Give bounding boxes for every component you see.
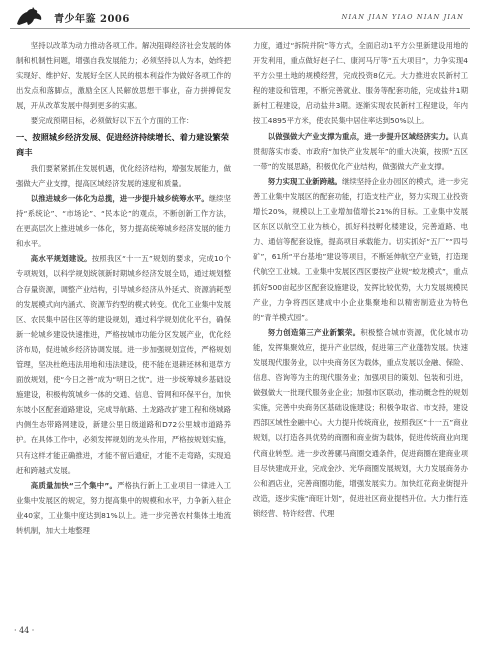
paragraph: 坚持以改革为动力推动各项工作。解决阻碍经济社会发展的体制和机制性问题，增强自我发展能力；必须坚持以人为本，始终把实现好、维护好、发展好全区人民的根本利益作为做好各项工作的出发点和落脚点，激励全区人民解放思想干事业，奋力拼搏促发展，开从改革发展中得到更多的实惠。 <box>16 41 231 111</box>
paragraph-with-lead <box>253 129 468 174</box>
paragraph-lead: 高水平规划建设。 <box>30 254 92 264</box>
paragraph-with-lead <box>16 191 231 251</box>
section-heading: 一、按照城乡经济发展、促进经济持续增长、着力建设繁荣商丰 <box>16 131 229 157</box>
horse-logo-icon <box>14 7 48 27</box>
header-pinyin: NIAN JIAN YIAO NIAN JIAN <box>341 13 464 21</box>
paragraph-body: 积极整合城市资源，优化城市功能，发挥集聚效应，提升产业层级，促进第三产业蓬勃发展。快速发展现代服务业，以中央商务区为载体，重点发展以金融、保险、信息、咨询等为主的现代服务业；加强项目的策划、包装和引进，做强做大一批现代服务业企业；加强市区联动，推动概念性的规划实施，完善中央商务区基础设施建设；积极争取省、市支持，建设西部区域性金融中心。大力提升传统商业，按照我区“十一五”商业规划，以打造各具优势的商圈和商业街为载体，促进传统商业向现代商业转型。进一步改善骡马商圈交通条件，促进商圈在建商业项目尽快建成开业，完成金沙、光华商圈发展规划，大力发展商务办公和酒店业，完善商圈功能，增强发展实力。加快红花商业街提升改造，逐步实施“商旺计划”，促进社区商业提档升位。大力推行连锁经营、特许经营、代理 <box>253 327 468 518</box>
paragraph-lead: 高质量加快“三个集中”。 <box>30 480 118 490</box>
paragraph-body: 按照我区“十一五”规划的要求，完成10个专项规划，以科学规划统领新时期城乡经济发展全局，通过规划整合存量资源，调整产业结构，引导城乡经济从外延式、资源消耗型的发展模式向内涵式、资源节约型的模式转变。优化工业集中发展区、农民集中居住区等的建设规划，通过科学规划优化平台，确保新一轮城乡建设快速推进，严格按城市功能分区发展产业，优化经济布局，促进城乡经济协调发展。进一步加强规划宣传，严格规划管理，坚决杜绝违法用地和违法建设，使不能在退耕还林和退草方面放规划，使“今日之善”成为“明日之忧”。进一步统筹城乡基础设施建设，积极构筑城乡一体的交通、信息、管网和环保平台，加快东坡小区配套道路建设，完成导航路、土龙路改扩建工程和绕城路内侧生态带路网建设，新建公里日级道路和D72公里城市道路养护。在具体工作中，必须发挥规划的龙头作用，严格按规划实施，只有这样才能正确推进，才能不留后遗症，才能不走弯路，实现追赶和跨越式发展。 <box>16 254 231 475</box>
page-header <box>10 6 470 29</box>
paragraph-lead: 努力创造第三产业新繁荣。 <box>267 327 361 337</box>
left-column <box>16 38 231 628</box>
paragraph-lead: 努力实现工业新跨越。 <box>267 176 342 186</box>
paragraph: 力度，通过“拆院并院”等方式，全面启动1平方公里新建设用地的开发利用，重点做好赵子仁、康河马厅等“五大项目”，力争实现4平方公里土地的规模经营，完成投资8亿元。大力推进农民新村工程的建设和管理，不断完善就业、服务等配套功能，完成盐井1期新村工程建设，启动盐井3期。逐渐实现农民新村工程建设，年内按工4895平方米，使农民集中居住率达到50%以上。 <box>253 41 468 126</box>
paragraph-with-lead <box>16 251 231 477</box>
paragraph-body: 继续坚持企业办园区的模式，进一步完善工业集中发展区的配套功能，打造支柱产业，努力实现工业投资增长20%，规模以上工业增加值增长21%的目标。工业集中发展区东区以航空工业为核心，抓好科技孵化楼建设，完善道路、电力、通信等配套设施，提高项目承载能力。切实抓好“五厂”“四号矿”，61所“平台基地”建设等项目，不断延伸航空产业链，打造现代航空工业城。工业集中发展区西区要按产业规“蛟龙模式”，重点抓好500亩起步区配套设施建设，发挥比较优势，大力发展规模民产业，力争将西区建成中小企业集聚地和以精密制造业为特色的“青羊模式园”。 <box>253 176 468 322</box>
paragraph: 我们要紧紧抓住发展机遇，优化经济结构，增强发展能力，做强做大产业支撑，提高区域经济发展的速度和质量。 <box>16 163 231 188</box>
paragraph-body: 继续坚持“系统论”、“市场论”、“民本论”的观点，不断创新工作方法，在更高层次上推进城乡一体化，努力提高统筹城乡经济发展的能力和水平。 <box>16 193 231 249</box>
paragraph-lead: 以推进城乡一体化为总揽，进一步提升城乡统筹水平。 <box>30 193 209 203</box>
paragraph-body: 认真贯彻落实市委、市政府“加快产业发展年”的重大决策，按照“五区一带”的发展思路，积极优化产业结构，做强做大产业支撑。 <box>253 131 468 171</box>
page-number: · 44 · <box>14 626 35 635</box>
paragraph-body: 严格执行新上工业项目一律进入工业集中发展区的规定，努力提高集中的规模和水平，力争新入驻企业40家，工业集中度达到81%以上。进一步完善农村集体土地流转机制，加大土地整理 <box>16 480 231 535</box>
paragraph-lead: 以做强做大产业支撑为重点，进一步提升区域经济实力。 <box>267 131 454 141</box>
right-column <box>253 38 468 628</box>
yearbook-title: 青少年鉴 2006 <box>54 14 130 25</box>
paragraph-with-lead <box>253 174 468 325</box>
paragraph-with-lead <box>253 325 468 521</box>
paragraph-with-lead <box>16 478 231 538</box>
paragraph: 要完成预期目标，必须做好以下五个方面的工作： <box>30 116 194 126</box>
